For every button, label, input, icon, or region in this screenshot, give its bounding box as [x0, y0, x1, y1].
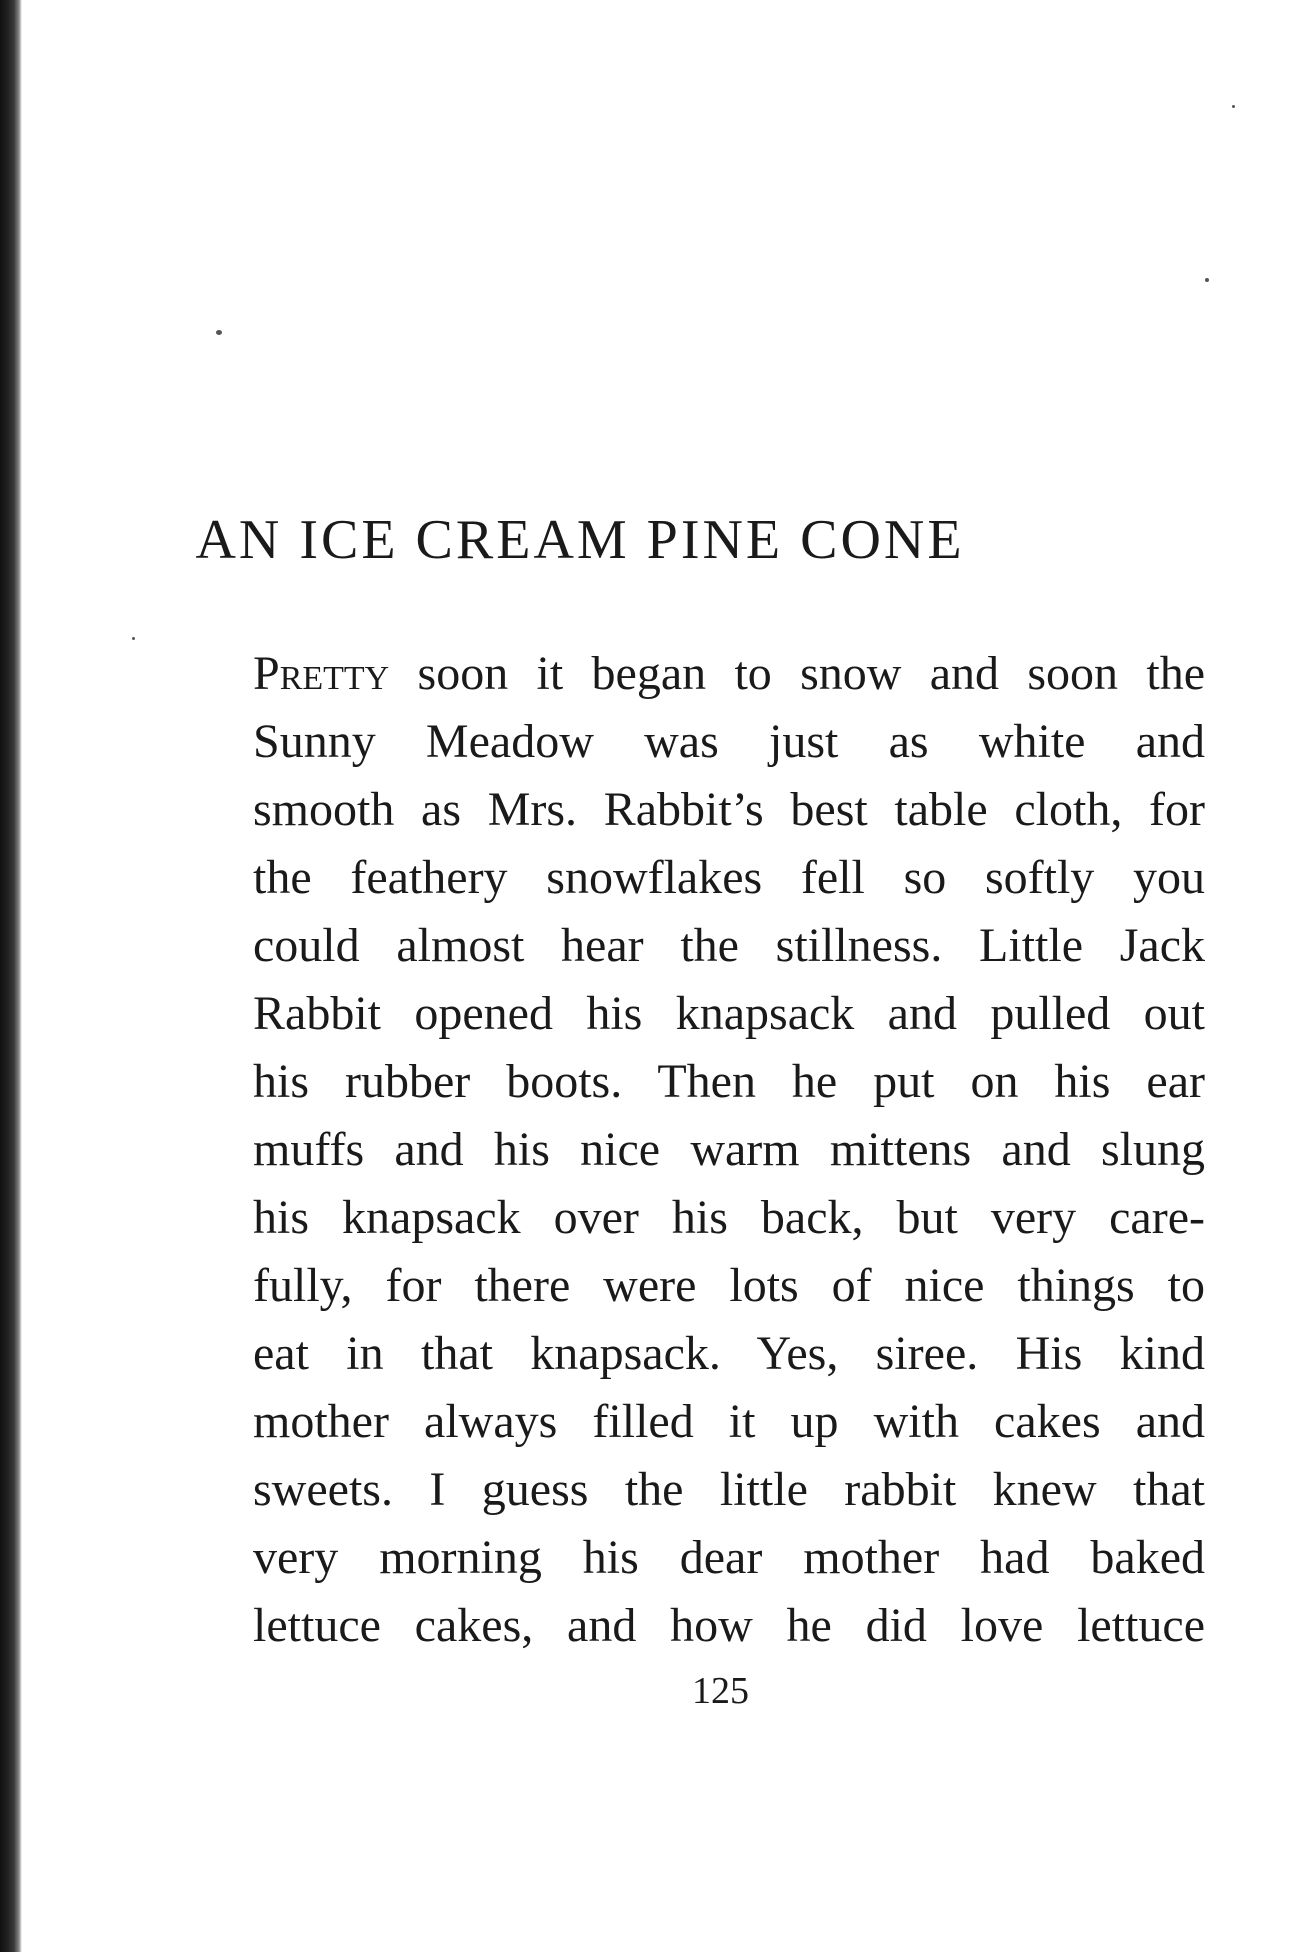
body-line-1	[253, 640, 1205, 708]
body-line-4: the feathery snowflakes fell so softly you	[253, 851, 1205, 904]
body-line-13: sweets. I guess the little rabbit knew that	[253, 1463, 1205, 1516]
body-line-9: his knapsack over his back, but very care-	[253, 1191, 1205, 1244]
body-line-7: his rubber boots. Then he put on his ear	[253, 1055, 1205, 1108]
page-number: 125	[692, 1670, 749, 1712]
body-line-8: muffs and his nice warm mittens and slung	[253, 1123, 1205, 1176]
body-line-15: lettuce cakes, and how he did love lettuce	[253, 1599, 1205, 1652]
first-line-rest: soon it began to snow and soon the	[389, 647, 1205, 700]
body-line-10: fully, for there were lots of nice things to	[253, 1259, 1205, 1312]
body-line-3: smooth as Mrs. Rabbit’s best table cloth, for	[253, 783, 1205, 836]
scan-speck	[1205, 278, 1209, 282]
drop-word: Pretty	[253, 647, 390, 700]
body-line-2: Sunny Meadow was just as white and	[253, 715, 1205, 768]
scan-speck	[132, 637, 135, 640]
chapter-body	[253, 640, 1205, 1660]
scan-speck	[1232, 105, 1235, 108]
body-line-5: could almost hear the stillness. Little Jack	[253, 919, 1205, 972]
chapter-title: AN ICE CREAM PINE CONE	[195, 509, 965, 571]
body-line-6: Rabbit opened his knapsack and pulled out	[253, 987, 1205, 1040]
body-line-11: eat in that knapsack. Yes, siree. His kind	[253, 1327, 1205, 1380]
body-line-12: mother always filled it up with cakes and	[253, 1395, 1205, 1448]
scan-speck	[216, 330, 222, 335]
body-line-14: very morning his dear mother had baked	[253, 1531, 1205, 1584]
